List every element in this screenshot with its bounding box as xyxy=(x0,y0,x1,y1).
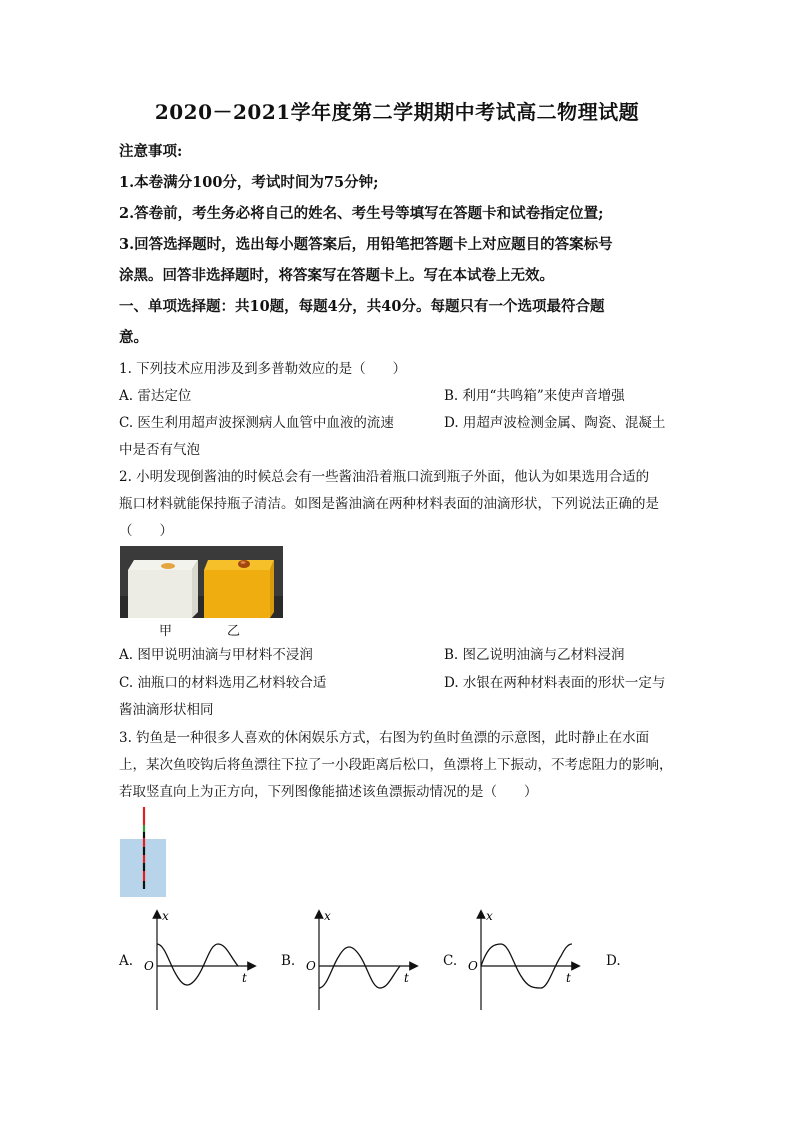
q3-graph-b-xaxis: t xyxy=(404,971,409,985)
exam-title: 2020－2021学年度第二学期期中考试高二物理试题 xyxy=(154,100,640,124)
section1-heading: 一、单项选择题：共10题，每题4分，共40分。每题只有一个选项最符合题 xyxy=(119,298,605,315)
q3-graph-b-yaxis: x xyxy=(324,909,331,923)
note-2: 2.答卷前，考生务必将自己的姓名、考生号等填写在答题卡和试卷指定位置; xyxy=(119,205,604,222)
q2-option-a: A. 图甲说明油滴与甲材料不浸润 xyxy=(119,647,313,663)
q3-stem-2: 上，某次鱼咬钩后将鱼漂往下拉了一小段距离后松口，鱼漂将上下振动，不考虑阻力的影响， xyxy=(119,757,673,773)
q3-graph-c xyxy=(464,906,584,1016)
q3-graph-b xyxy=(302,906,422,1016)
q2-stem-3: （ ） xyxy=(119,523,173,539)
q1-option-c: C. 医生利用超声波探测病人血管中血液的流速 xyxy=(119,415,394,431)
q2-stem-1: 2. 小明发现倒酱油的时候总会有一些酱油沿着瓶口流到瓶子外面，他认为如果选用合适的 xyxy=(119,469,650,485)
note-3b: 涂黑。回答非选择题时，将答案写在答题卡上。写在本试卷上无效。 xyxy=(119,267,554,284)
q3-graph-c-yaxis: x xyxy=(486,909,493,923)
oil-drop-illustration xyxy=(120,546,283,618)
q3-graph-a xyxy=(140,906,260,1016)
oil-drop-photo xyxy=(120,546,283,618)
q3-graph-b-origin: O xyxy=(306,959,316,973)
q1-option-d-cont: 中是否有气泡 xyxy=(119,442,200,458)
q3-graph-c-origin: O xyxy=(468,959,478,973)
caption-jia: 甲 xyxy=(159,624,173,639)
q1-option-a: A. 雷达定位 xyxy=(119,388,192,404)
q1-option-d: D. 用超声波检测金属、陶瓷、混凝土 xyxy=(444,415,666,431)
q3-stem-3: 若取竖直向上为正方向，下列图像能描述该鱼漂振动情况的是（ ） xyxy=(119,784,538,800)
q2-stem-2: 瓶口材料就能保持瓶子清洁。如图是酱油滴在两种材料表面的油滴形状，下列说法正确的是 xyxy=(119,496,659,512)
q2-option-d-cont: 酱油滴形状相同 xyxy=(119,702,214,718)
q3-graph-c-xaxis: t xyxy=(566,971,571,985)
q2-option-b: B. 图乙说明油滴与乙材料浸润 xyxy=(444,647,625,663)
q3-graph-a-origin: O xyxy=(144,959,154,973)
q1-option-b: B. 利用“共鸣箱”来使声音增强 xyxy=(444,388,625,404)
q3-stem-1: 3. 钓鱼是一种很多人喜欢的休闲娱乐方式，右图为钓鱼时鱼漂的示意图，此时静止在水面 xyxy=(119,730,650,746)
note-3a: 3.回答选择题时，选出每小题答案后，用铅笔把答题卡上对应题目的答案标号 xyxy=(119,236,613,253)
fishing-float-figure xyxy=(118,805,168,900)
q3-graph-c-label: C. xyxy=(443,953,458,969)
q3-graph-b-label: B. xyxy=(281,953,296,969)
q3-graph-a-xaxis: t xyxy=(242,971,247,985)
q2-option-d: D. 水银在两种材料表面的形状一定与 xyxy=(444,675,666,691)
q3-graph-a-yaxis: x xyxy=(162,909,169,923)
q2-option-c: C. 油瓶口的材料选用乙材料较合适 xyxy=(119,675,327,691)
caption-yi: 乙 xyxy=(227,624,241,639)
section1-heading-cont: 意。 xyxy=(119,329,148,346)
q3-graph-d-label: D. xyxy=(606,953,621,969)
note-1: 1.本卷满分100分，考试时间为75分钟; xyxy=(119,174,379,191)
notes-heading: 注意事项: xyxy=(119,143,183,160)
q1-stem: 1. 下列技术应用涉及到多普勒效应的是（ ） xyxy=(119,361,407,377)
q3-graph-a-label: A. xyxy=(119,953,134,969)
